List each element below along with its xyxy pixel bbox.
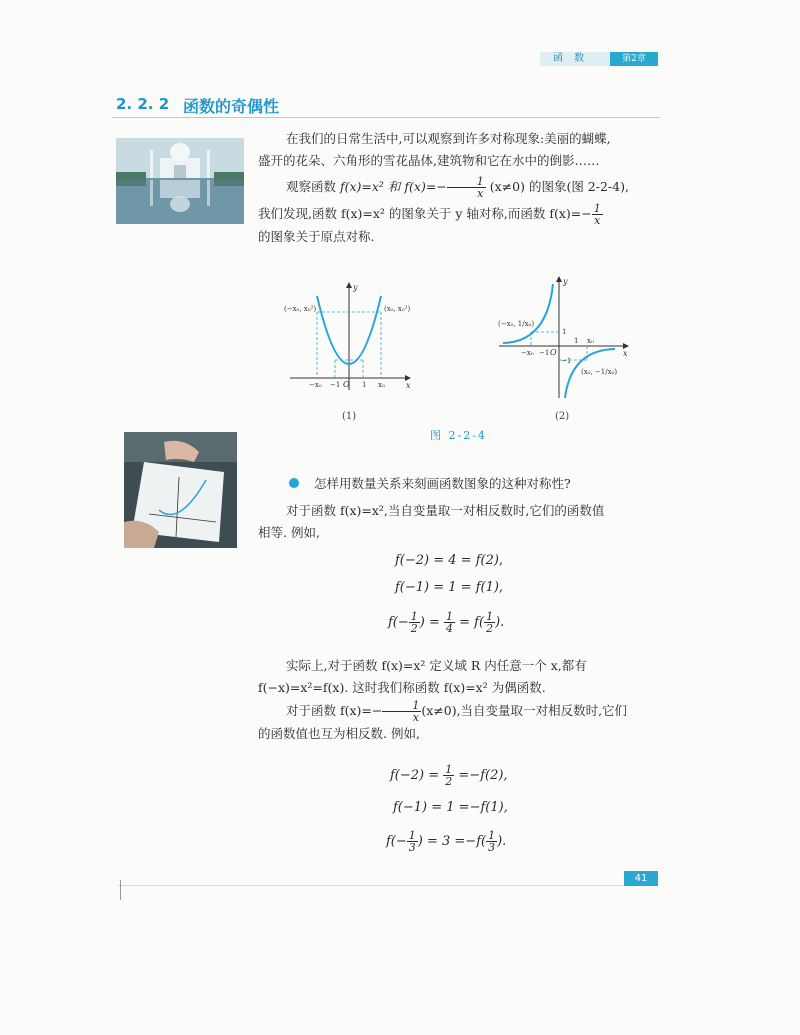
- intro-line-5: 的图象关于原点对称.: [258, 229, 375, 244]
- palace-reflection-photo: [116, 138, 244, 224]
- g2-y-tick: −1: [561, 357, 572, 365]
- fraction-1-over-3: $\frac{1}{3}$: [488, 829, 496, 854]
- g2-tick-label: 1: [574, 337, 579, 345]
- even-equation-3: f(− $\frac{1}{2}$ ) = $\frac{1}{4}$ = f( $\frac{1}{2}$ ).: [388, 610, 505, 635]
- g2-point-right: (x₀, −1/x₀): [581, 368, 618, 376]
- even-def-line-1: 实际上,对于函数 f(x)=x² 定义域 R 内任意一个 x,都有: [286, 658, 587, 673]
- question-text: 怎样用数量关系来刻画函数图象的这种对称性?: [314, 476, 571, 491]
- intro-paragraph: [258, 128, 658, 248]
- subfigure-caption-1: (1): [342, 411, 357, 422]
- even-line-1: 对于函数 f(x)=x²,当自变量取一对相反数时,它们的函数值: [286, 503, 605, 518]
- question-bullet: [289, 478, 299, 488]
- g2-x-label: x: [623, 349, 628, 358]
- odd-equation-1: f(−2) = $\frac{1}{2}$ =−f(2),: [390, 763, 508, 788]
- g1-point-right: (x₀, x₀²): [384, 305, 411, 313]
- y-axis-arrow: [556, 276, 562, 282]
- g2-tick-label: −x₀: [521, 349, 534, 357]
- footer-rule: [118, 885, 658, 886]
- page-number: 41: [624, 871, 658, 886]
- g1-point-left: (−x₀, x₀²): [284, 305, 317, 313]
- fraction-1-over-2: $\frac{1}{2}$: [486, 610, 494, 635]
- g2-tick-label: −1: [539, 349, 550, 357]
- y-axis-arrow: [346, 282, 352, 288]
- subfigure-caption-2: (2): [555, 411, 570, 422]
- fraction-1-over-4: $\frac{1}{4}$: [446, 610, 454, 635]
- figure-caption: 图 2-2-4: [430, 429, 487, 442]
- odd-equation-2: f(−1) = 1 =−f(1),: [393, 800, 508, 815]
- parabola-graph: [280, 282, 430, 392]
- even-def-line-2: f(−x)=x²=f(x). 这时我们称函数 f(x)=x² 为偶函数.: [258, 680, 546, 695]
- odd-line-2: 的函数值也互为相反数. 例如,: [258, 726, 420, 741]
- g1-tick-label: O: [343, 380, 350, 389]
- section-rule: [112, 117, 660, 118]
- fraction-1-over-x: $\frac{1}{x}$: [447, 176, 486, 199]
- fraction-1-over-2: $\frac{1}{2}$: [445, 763, 453, 788]
- even-equation-2: f(−1) = 1 = f(1),: [395, 580, 504, 595]
- hyperbola-branch-left: [503, 284, 553, 343]
- g2-y-label: y: [563, 277, 568, 286]
- g2-tick-label: x₀: [587, 337, 594, 345]
- intro-line-4: 我们发现,函数 f(x)=x² 的图象关于 y 轴对称,而函数 f(x)=− $\frac{1}{x}$: [258, 202, 601, 227]
- chapter-tag: 第2章: [610, 52, 658, 66]
- hyperbola-graph: [495, 276, 635, 401]
- g1-tick-label: x₀: [378, 381, 385, 389]
- intro-line-2: 盛开的花朵、六角形的雪花晶体,建筑物和它在水中的倒影……: [258, 153, 600, 168]
- section-title: 函数的奇偶性: [183, 97, 280, 116]
- fraction-1-over-x: $\frac{1}{x}$: [593, 202, 601, 227]
- g1-tick-label: 1: [362, 381, 367, 389]
- g1-x-label: x: [406, 381, 411, 390]
- odd-paragraph: [258, 700, 658, 745]
- even-paragraph: [258, 500, 658, 544]
- g1-y-label: y: [353, 283, 358, 292]
- fraction-1-over-3: $\frac{1}{3}$: [408, 829, 416, 854]
- margin-mark: [120, 880, 121, 900]
- g1-tick-label: −1: [330, 381, 341, 389]
- odd-equation-3: f(− $\frac{1}{3}$ ) = 3 =−f( $\frac{1}{3}$ ).: [386, 829, 507, 854]
- intro-line-3: 观察函数 f(x)=x² 和 f(x)=− $\frac{1}{x}$ (x≠0) 的图象(图 2-2-4),: [286, 175, 629, 200]
- section-number: 2. 2. 2: [116, 95, 170, 113]
- odd-line-1: 对于函数 f(x)=− $\frac{1}{x}$ (x≠0),当自变量取一对相反数时,它们: [286, 699, 628, 724]
- g2-point-left: (−x₀, 1/x₀): [498, 320, 535, 328]
- fraction-1-over-2: $\frac{1}{2}$: [410, 610, 418, 635]
- even-equation-1: f(−2) = 4 = f(2),: [395, 553, 504, 568]
- chapter-name: 函 数: [553, 53, 589, 64]
- intro-line-1: 在我们的日常生活中,可以观察到许多对称现象:美丽的蝴蝶,: [286, 131, 611, 146]
- fraction-1-over-x: $\frac{1}{x}$: [382, 700, 421, 723]
- g2-y-tick: 1: [562, 328, 567, 336]
- hand-folding-graph-photo: [124, 432, 237, 548]
- g1-tick-label: −x₀: [309, 381, 322, 389]
- even-line-2: 相等. 例如,: [258, 525, 320, 540]
- even-definition-paragraph: [258, 655, 658, 699]
- g2-tick-label: O: [550, 348, 557, 357]
